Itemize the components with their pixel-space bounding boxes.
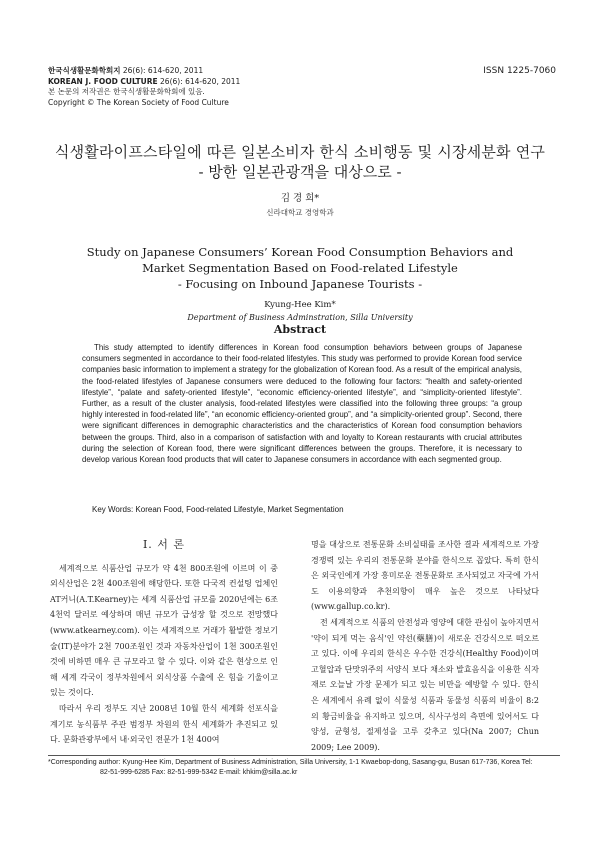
title-en-line2: Market Segmentation Based on Food-related Lifestyle <box>142 261 458 275</box>
copyright-kr: 본 논문의 저작권은 한국식생활문화학회에 있음. <box>48 87 205 96</box>
title-block <box>30 142 570 322</box>
copyright-en: Copyright © The Korean Society of Food Culture <box>48 97 229 107</box>
abstract-heading: Abstract <box>273 323 327 336</box>
title-en <box>30 244 570 292</box>
author-kr: 김 경 희* <box>280 193 320 204</box>
citation-kr: 26(6): 614-620, 2011 <box>122 66 204 75</box>
affiliation-en: Department of Business Adminstration, Silla University <box>187 313 413 322</box>
abstract-text: This study attempted to identify differences in Korean food consumption behaviors between groups of Japanese consumers segmented in accordance to their food-related lifestyles. This study was performed to provide Korean food service companies basic information to implement a strategy for the globalization of Korean food. As a result of the empirical analysis, the food-related lifestyles of Japanese consumers were deduced to the following four factors: “health and safety-oriented lifestyle”, “palate and safety-oriented lifestyle”, “economic efficiency-oriented lifestyle”, and “simplicity-oriented lifestyle”. Further, as a result of the cluster analysis, food-related lifestyles were classified into the following three groups: “a group highly interested in food-related life”, “an economic efficiency-oriented group”, and “a simplicity-oriented group”. Second, there were significant differences in demographic characteristics and the characteristics of Korean food consumption behaviors between the groups. Third, also in a comparison of satisfaction with and loyalty to Korean restaurants with crucial attributes during the selection of Korean food, there were significant differences between the groups. Therefore, it is necessary to develop various Korean food products that will cater to Japanese consumers in accordance with each segmented group. <box>82 343 522 465</box>
section-heading: I. 서 론 <box>142 538 186 551</box>
footnote <box>48 758 560 777</box>
right-column <box>311 537 539 755</box>
paragraph: 전 세계적으로 식품의 안전성과 영양에 대한 관심이 높아지면서 '약이 되게 먹는 음식'인 약선(藥膳)이 새로운 건강식으로 떠오르고 있다. 이에 우리의 한식은 우수한 건강식(Healthy Food)이며 고혈압과 단맛위주의 서양식 보다 채소와 발효음식을 이용한 식자재로 오늘날 가장 문제가 되고 있는 비만을 예방할 수 있다. 한식은 세계에서 유례 없이 식물성 식품과 동물성 식품의 비율이 8:2의 황금비율을 유지하고 있으며, 식사구성의 측면에 있어서도 다양성, 균형성, 절제성을 고루 갖추고 있다(Na 2007; Chun 2009; Lee 2009). <box>311 617 539 752</box>
paragraph: 따라서 우리 정부도 지난 2008년 10월 한식 세계화 선포식을 계기로 농식품부 주관 범정부 차원의 한식 세계화가 추진되고 있다. 문화관광부에서 내·외국인 전문가 1천 400여 <box>50 703 278 745</box>
title-kr: 식생활라이프스타일에 따른 일본소비자 한식 소비행동 및 시장세분화 연구 <box>54 143 546 161</box>
journal-line-en <box>48 77 560 88</box>
footnote-line2: 82-51-999-6285 Fax: 82-51-999-5342 E-mail: khkim@silla.ac.kr <box>100 768 298 776</box>
paragraph: 명을 대상으로 전통문화 소비실태를 조사한 결과 세계적으로 가장 경쟁력 있는 우리의 전통문화 분야를 한식으로 꼽았다. 특히 한식은 외국인에게 가장 흥미로운 전통문화로 조사되었고 자국에 가서도 이용의향과 추천의향이 매우 높은 것으로 나타났다(www.gallup.co.kr). <box>311 540 539 612</box>
title-en-line1: Study on Japanese Consumers’ Korean Food Consumption Behaviors and <box>86 245 514 259</box>
subtitle-kr: - 방한 일본관광객을 대상으로 - <box>198 163 402 181</box>
citation-en: 26(6): 614-620, 2011 <box>160 76 241 86</box>
journal-name-en: KOREAN J. FOOD CULTURE <box>48 76 158 86</box>
paragraph: 세계적으로 식품산업 규모가 약 4천 800조원에 이르며 이 중 외식산업은 2천 400조원에 해당한다. 또한 다국적 컨설팅 업체인 AT커니(A.T.Kearney)는 세계 식품산업 규모를 2020년에는 6조 4천억 달러로 예상하며 매년 규모가 급성장 할 것으로 전망했다(www.atkearney.com). 이는 세계적으로 거래가 활발한 정보기술(IT)분야가 2천 700조원인 것과 자동차산업이 1천 300조원인 것에 비하면 매우 큰 규모라고 할 수 있다. 이와 같은 현상으로 인해 세계 각국이 정부차원에서 외식상품 수출에 온 힘을 기울이고 있는 것이다. <box>50 563 278 698</box>
title-en-line3: - Focusing on Inbound Japanese Tourists - <box>177 277 423 291</box>
keywords: Key Words: Korean Food, Food-related Lifestyle, Market Segmentation <box>92 505 344 514</box>
footnote-divider <box>48 755 560 756</box>
affiliation-kr: 신라대학교 경영학과 <box>266 208 334 217</box>
footnote-line1: *Corresponding author: Kyung-Hee Kim, Department of Business Administration, Silla University, 1-1 Kwaebop-dong, Sasang-gu, Busan 617-736, Korea Tel: <box>48 759 533 766</box>
author-en: Kyung-Hee Kim* <box>264 300 336 310</box>
issn: ISSN 1225-7060 <box>483 66 556 76</box>
left-column <box>50 537 278 748</box>
journal-name-kr: 한국식생활문화학회지 <box>48 66 121 75</box>
